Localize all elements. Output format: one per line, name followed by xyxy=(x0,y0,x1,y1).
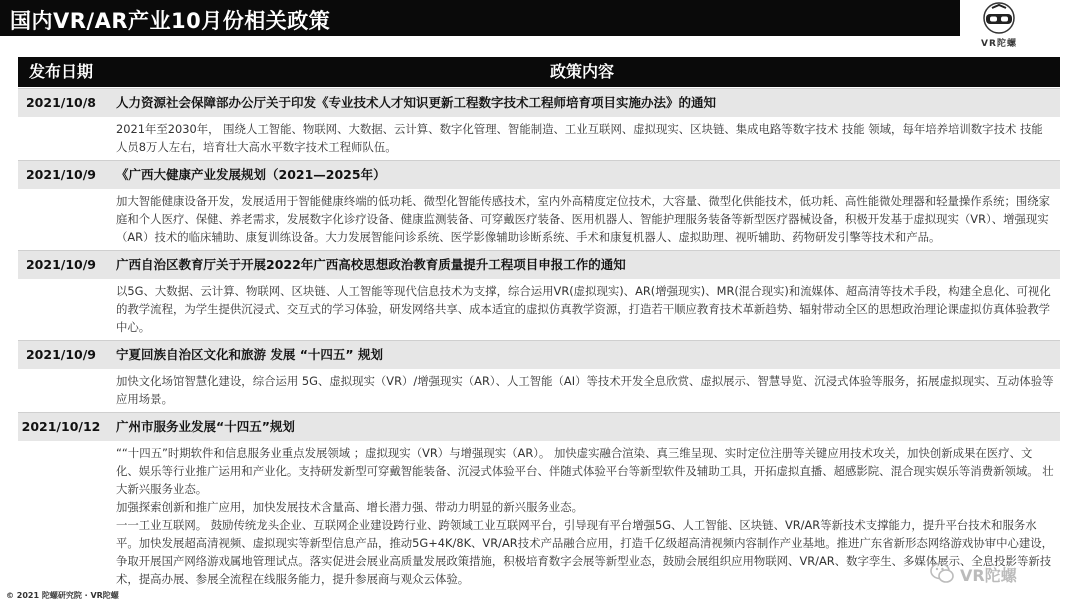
header-date: 发布日期 xyxy=(28,62,93,81)
row-title: 宁夏回族自治区文化和旅游 发展 “十四五” 规划 xyxy=(116,347,383,362)
policy-table xyxy=(18,88,1060,592)
wechat-icon xyxy=(930,562,954,584)
row-body xyxy=(116,369,1054,412)
row-paragraph: 加强探索创新和推广应用，加快发展技术含量高、增长潜力强、带动力明显的新兴服务业态。 xyxy=(116,500,584,514)
vr-headset-logo-icon xyxy=(968,2,1030,36)
row-paragraph: 加快文化场馆智慧化建设，综合运用 5G、虚拟现实（VR）/增强现实（AR）、人工智能（AI）等技术开发全息欣赏、虚拟展示、智慧导览、沉浸式体验等服务，拓展虚拟现实、互动体验等应用场景。 xyxy=(116,374,1054,406)
row-body xyxy=(116,189,1054,250)
header-content: 政策内容 xyxy=(549,62,614,81)
logo xyxy=(968,2,1030,49)
row-body xyxy=(116,279,1054,340)
logo-text: VR陀螺 xyxy=(981,39,1017,49)
row-date: 2021/10/12 xyxy=(21,419,101,434)
page-title: 国内VR/AR产业10月份相关政策 xyxy=(10,9,331,33)
row-paragraph: 以5G、大数据、云计算、物联网、区块链、人工智能等现代信息技术为支撑，综合运用VR(虚拟现实)、AR(增强现实)、MR(混合现实)和流媒体、超高清等技术手段，构建全息化、可视化的教学流程，为学生提供沉浸式、交互式的学习体验，研发网络共享、成本适宜的虚拟仿真教学资源，打造若干顺应教育技术革新趋势、辐射带动全区的思想政治理论课虚拟仿真体验教学中心。 xyxy=(116,284,1051,334)
watermark-text: VR陀螺 xyxy=(960,566,1017,585)
watermark xyxy=(930,556,1050,592)
row-paragraph: ““十四五”时期软件和信息服务业重点发展领域 ；虚拟现实（VR）与增强现实（AR）。 加快虚实融合渲染、真三维呈现、实时定位注册等关键应用技术攻关，加快创新成果在医疗、文化、娱乐等行业推广运用和产业化。支持研发新型可穿戴智能装备、沉浸式体验平台、伴随式体验平台等新型软件及辅助工具，开拓虚拟直播、超感影院、混合现实娱乐等消费新领域。 壮大新兴服务业态。 xyxy=(116,446,1054,496)
row-paragraph: 2021年至2030年， 围绕人工智能、物联网、大数据、云计算、数字化管理、智能制造、工业互联网、虚拟现实、区块链、集成电路等数字技术 技能 领域，每年培养培训数字技术 技能人员8万人左右，培育壮大高水平数字技术工程师队伍。 xyxy=(116,122,1043,154)
row-header xyxy=(18,160,1060,189)
policy-row xyxy=(18,412,1060,592)
row-header xyxy=(18,88,1060,117)
title-bar xyxy=(0,0,960,36)
row-body xyxy=(116,441,1054,592)
policy-row xyxy=(18,340,1060,412)
row-title: 《广西大健康产业发展规划（2021—2025年） xyxy=(116,167,386,182)
footer-copyright: © 2021 陀螺研究院 · VR陀螺 xyxy=(6,591,119,600)
row-date: 2021/10/8 xyxy=(25,95,96,110)
policy-row xyxy=(18,250,1060,340)
row-date: 2021/10/9 xyxy=(25,257,96,272)
row-title: 广州市服务业发展“十四五”规划 xyxy=(116,419,295,434)
row-date: 2021/10/9 xyxy=(25,167,96,182)
table-header xyxy=(18,57,1060,87)
row-date: 2021/10/9 xyxy=(25,347,96,362)
row-header xyxy=(18,412,1060,441)
row-title: 人力资源社会保障部办公厅关于印发《专业技术人才知识更新工程数字技术工程师培育项目实施办法》的通知 xyxy=(116,95,717,110)
policy-row xyxy=(18,88,1060,160)
row-title: 广西自治区教育厅关于开展2022年广西高校思想政治教育质量提升工程项目申报工作的通知 xyxy=(116,257,626,272)
policy-row xyxy=(18,160,1060,250)
row-header xyxy=(18,250,1060,279)
row-header xyxy=(18,340,1060,369)
row-paragraph: 一一工业互联网。 鼓励传统龙头企业、互联网企业建设跨行业、跨领域工业互联网平台，引导现有平台增强5G、人工智能、区块链、VR/AR等新技术支撑能力，提升平台技术和服务水平。加快发展超高清视频、虚拟现实等新型信息产品，推动5G+4K/8K、VR/AR技术产品融合应用，打造千亿级超高清视频内容制作产业基地。推进广东省新形态网络游戏协审中心建设，争取开展国产网络游戏属地管理试点。落实促进会展业高质量发展政策措施，积极培育数字会展等新型业态，鼓励会展组织应用物联网、VR/AR、数字孪生、多媒体展示、全息投影等新技术，提高办展、参展全流程在线服务能力，提升参展商与观众云体验。 xyxy=(116,518,1054,586)
row-paragraph: 加大智能健康设备开发，发展适用于智能健康终端的低功耗、微型化智能传感技术，室内外高精度定位技术，大容量、微型化供能技术，低功耗、高性能微处理器和轻量操作系统；围绕家庭和个人医疗、保健、养老需求，发展数字化诊疗设备、健康监测装备、可穿戴医疗装备、医用机器人、智能护理服务装备等新型医疗器械设备，积极开发基于虚拟现实（VR）、增强现实（AR）技术的临床辅助、康复训练设备。大力发展智能问诊系统、医学影像辅助诊断系统、手术和康复机器人、虚拟助理、视听辅助、药物研发引擎等技术和产品。 xyxy=(116,194,1051,244)
row-body xyxy=(116,117,1054,160)
